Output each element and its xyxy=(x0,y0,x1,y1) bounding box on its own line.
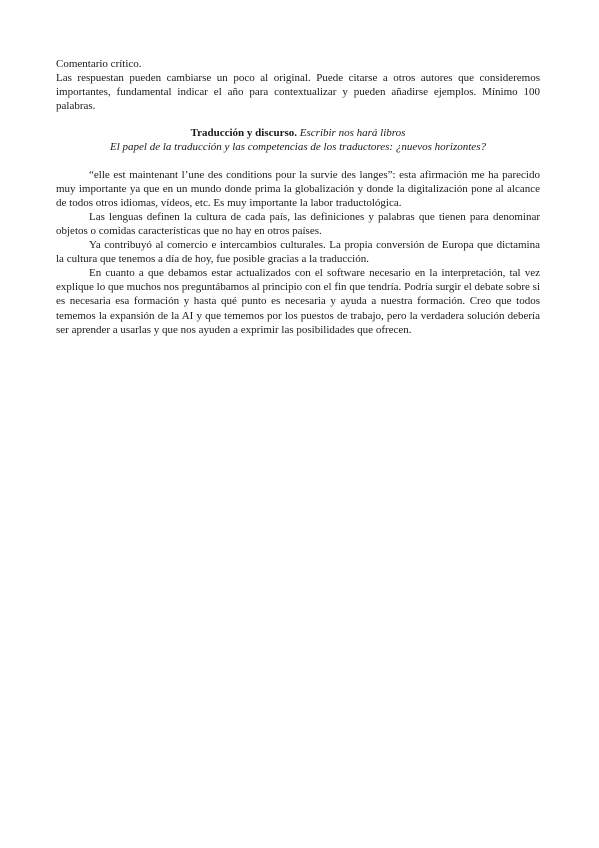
heading-title-italic: Escribir nos hará libros xyxy=(299,127,406,140)
heading-subtitle: El papel de la traducción y las competencias de los traductores: ¿nuevos horizontes? xyxy=(110,141,486,154)
document-page xyxy=(56,57,540,337)
essay-paragraph-1: “elle est maintenant l’une des conditions pour la survie des langes”: esta afirmación me ha parecido muy importante ya que en un mundo donde prima la globalización y donde la digitalización pone al alcance de todos otros idiomas, vídeos, etc. Es muy importante la labor traductológica. xyxy=(56,168,540,209)
essay-paragraph-4: En cuanto a que debamos estar actualizados con el software necesario en la interpretación, tal vez explique lo que muchos nos preguntábamos al principio con el fin que tendría. Podría surgir el debate sobre si es necesaria esa formación y hasta qué punto es necesaria y ayuda a nuestra formación. Creo que todos tememos la expansión de la AI y que tememos por los puestos de trabajo, pero la verdadera solución debería ser aprender a usarlas y que nos ayuden a exprimir las posibilidades que ofrecen. xyxy=(56,267,540,336)
section-heading xyxy=(56,126,540,154)
comment-label: Comentario crítico. xyxy=(56,58,142,70)
heading-title-line xyxy=(56,126,540,140)
instructions-paragraph: Las respuestan pueden cambiarse un poco al original. Puede citarse a otros autores que consideremos importantes, fundamental indicar el año para contextualizar y pueden añadirse ejemplos. Mínimo 100 palabras. xyxy=(56,72,540,113)
essay-paragraph-2: Las lenguas definen la cultura de cada país, las definiciones y palabras que tienen para denominar objetos o comidas características que no hay en otros países. xyxy=(56,210,540,237)
essay-paragraph-3: Ya contribuyó al comercio e intercambios culturales. La propia conversión de Europa que dictamina la cultura que tenemos a día de hoy, fue posible gracias a la traducción. xyxy=(56,239,540,266)
essay-body xyxy=(56,168,540,337)
heading-title-bold: Traducción y discurso. xyxy=(190,127,298,140)
